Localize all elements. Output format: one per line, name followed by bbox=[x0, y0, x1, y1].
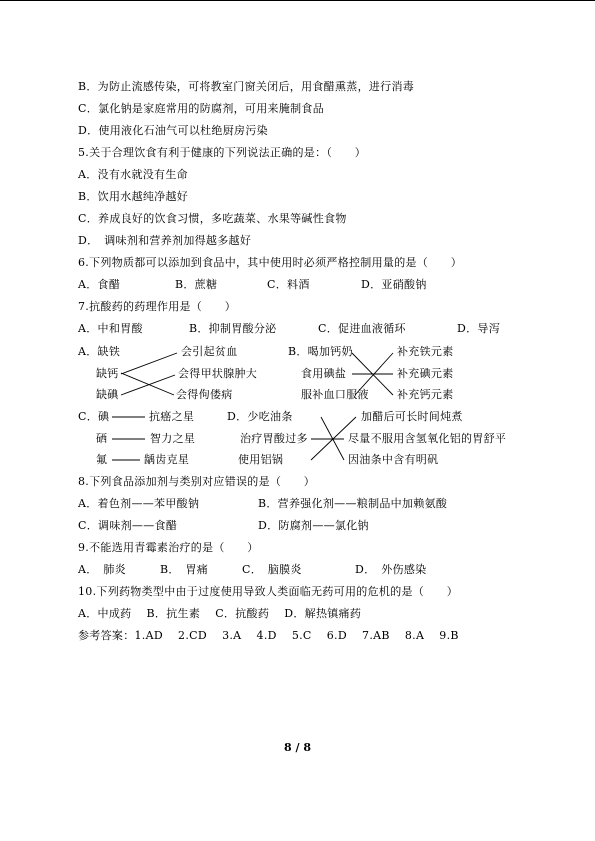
q5-option-d: D． 调味剂和营养剂加得越多越好 bbox=[78, 234, 252, 247]
match-a-right-1: 会引起贫血 bbox=[181, 345, 238, 358]
q6-option-c: C．料酒 bbox=[267, 278, 310, 291]
match-c-right-2: 智力之星 bbox=[150, 432, 196, 445]
match-c-left-1: 硒 bbox=[96, 432, 108, 445]
match-d-left-2: 使用铝锅 bbox=[238, 453, 284, 466]
q9-option-d: D． 外伤感染 bbox=[355, 563, 427, 576]
match-d-right-3: 因油条中含有明矾 bbox=[348, 453, 439, 466]
match-b-right-1: 补充铁元素 bbox=[397, 345, 454, 358]
q7-option-a: A．中和胃酸 bbox=[78, 322, 143, 335]
q7-option-d: D．导泻 bbox=[457, 322, 501, 335]
match-b-right-3: 补充钙元素 bbox=[397, 388, 454, 401]
q10-options: A．中成药 B．抗生素 C．抗酸药 D．解热镇痛药 bbox=[78, 607, 362, 620]
q7-stem: 7.抗酸药的药理作用是（ ） bbox=[78, 300, 236, 313]
match-c-right-1: 抗癌之星 bbox=[149, 410, 195, 423]
q6-stem: 6.下列物质都可以添加到食品中，其中使用时必须严格控制用量的是（ ） bbox=[78, 256, 462, 269]
match-a-left-2: 缺碘 bbox=[96, 388, 119, 401]
match-a-right-3: 会得佝偻病 bbox=[176, 388, 233, 401]
q5-stem: 5.关于合理饮食有利于健康的下列说法正确的是：（ ） bbox=[78, 146, 367, 159]
match-b-right-2: 补充碘元素 bbox=[397, 367, 454, 380]
line-d-aluminum bbox=[311, 417, 356, 460]
match-d-label: D．少吃油条 bbox=[227, 410, 293, 423]
match-c-label: C．碘 bbox=[78, 410, 110, 423]
answer-key: 参考答案：1.AD 2.CD 3.A 4.D 5.C 6.D 7.AB 8.A 9.B bbox=[78, 629, 459, 642]
q8-option-b: B．营养强化剂——粮制品中加赖氨酸 bbox=[258, 497, 448, 510]
q8-option-d: D．防腐剂——氯化钠 bbox=[258, 519, 369, 532]
q9-option-a: A． 肺炎 bbox=[78, 563, 126, 576]
q5-option-c: C．养成良好的饮食习惯，多吃蔬菜、水果等碱性食物 bbox=[78, 212, 347, 225]
q5-option-a: A．没有水就没有生命 bbox=[78, 168, 188, 181]
q6-option-d: D．亚硝酸钠 bbox=[361, 278, 427, 291]
match-b-label: B．喝加钙奶 bbox=[288, 345, 353, 358]
match-b-left-1: 食用碘盐 bbox=[301, 367, 347, 380]
match-d-right-2: 尽量不服用含氢氧化铝的胃舒平 bbox=[348, 432, 507, 445]
q4-option-c: C．氯化钠是家庭常用的防腐剂，可用来腌制食品 bbox=[78, 102, 325, 115]
q8-stem: 8.下列食品添加剂与类别对应错误的是（ ） bbox=[78, 475, 316, 488]
match-d-right-1: 加醋后可长时间炖煮 bbox=[361, 410, 463, 423]
match-a-label: A．缺铁 bbox=[78, 345, 121, 358]
q6-option-b: B．蔗糖 bbox=[175, 278, 218, 291]
q6-option-a: A．食醋 bbox=[78, 278, 121, 291]
q4-option-d: D．使用液化石油气可以杜绝厨房污染 bbox=[78, 124, 268, 137]
match-d-left-1: 治疗胃酸过多 bbox=[240, 432, 308, 445]
q9-option-b: B． 胃痛 bbox=[160, 563, 209, 576]
q10-stem: 10.下列药物类型中由于过度使用导致人类面临无药可用的危机的是（ ） bbox=[78, 585, 458, 598]
q8-option-a: A．着色剂——苯甲酸钠 bbox=[78, 497, 200, 510]
match-a-right-2: 会得甲状腺肿大 bbox=[178, 367, 258, 380]
match-c-right-3: 龋齿克星 bbox=[144, 453, 190, 466]
q8-option-c: C．调味剂——食醋 bbox=[78, 519, 178, 532]
page-number: 8 / 8 bbox=[284, 741, 311, 754]
q9-stem: 9.不能选用青霉素治疗的是（ ） bbox=[78, 541, 259, 554]
match-b-left-2: 服补血口服液 bbox=[301, 388, 369, 401]
match-a-left-1: 缺钙 bbox=[96, 367, 119, 380]
q9-option-c: C． 脑膜炎 bbox=[242, 563, 302, 576]
line-a-iron bbox=[121, 353, 177, 374]
q5-option-b: B．饮用水越纯净越好 bbox=[78, 190, 189, 203]
line-d-oilstick bbox=[321, 417, 344, 460]
q7-option-c: C．促进血液循环 bbox=[318, 322, 406, 335]
q7-option-b: B．抑制胃酸分泌 bbox=[189, 322, 277, 335]
match-c-left-2: 氟 bbox=[96, 453, 108, 466]
q4-option-b: B．为防止流感传染，可将教室门窗关闭后，用食醋熏蒸，进行消毒 bbox=[78, 80, 415, 93]
